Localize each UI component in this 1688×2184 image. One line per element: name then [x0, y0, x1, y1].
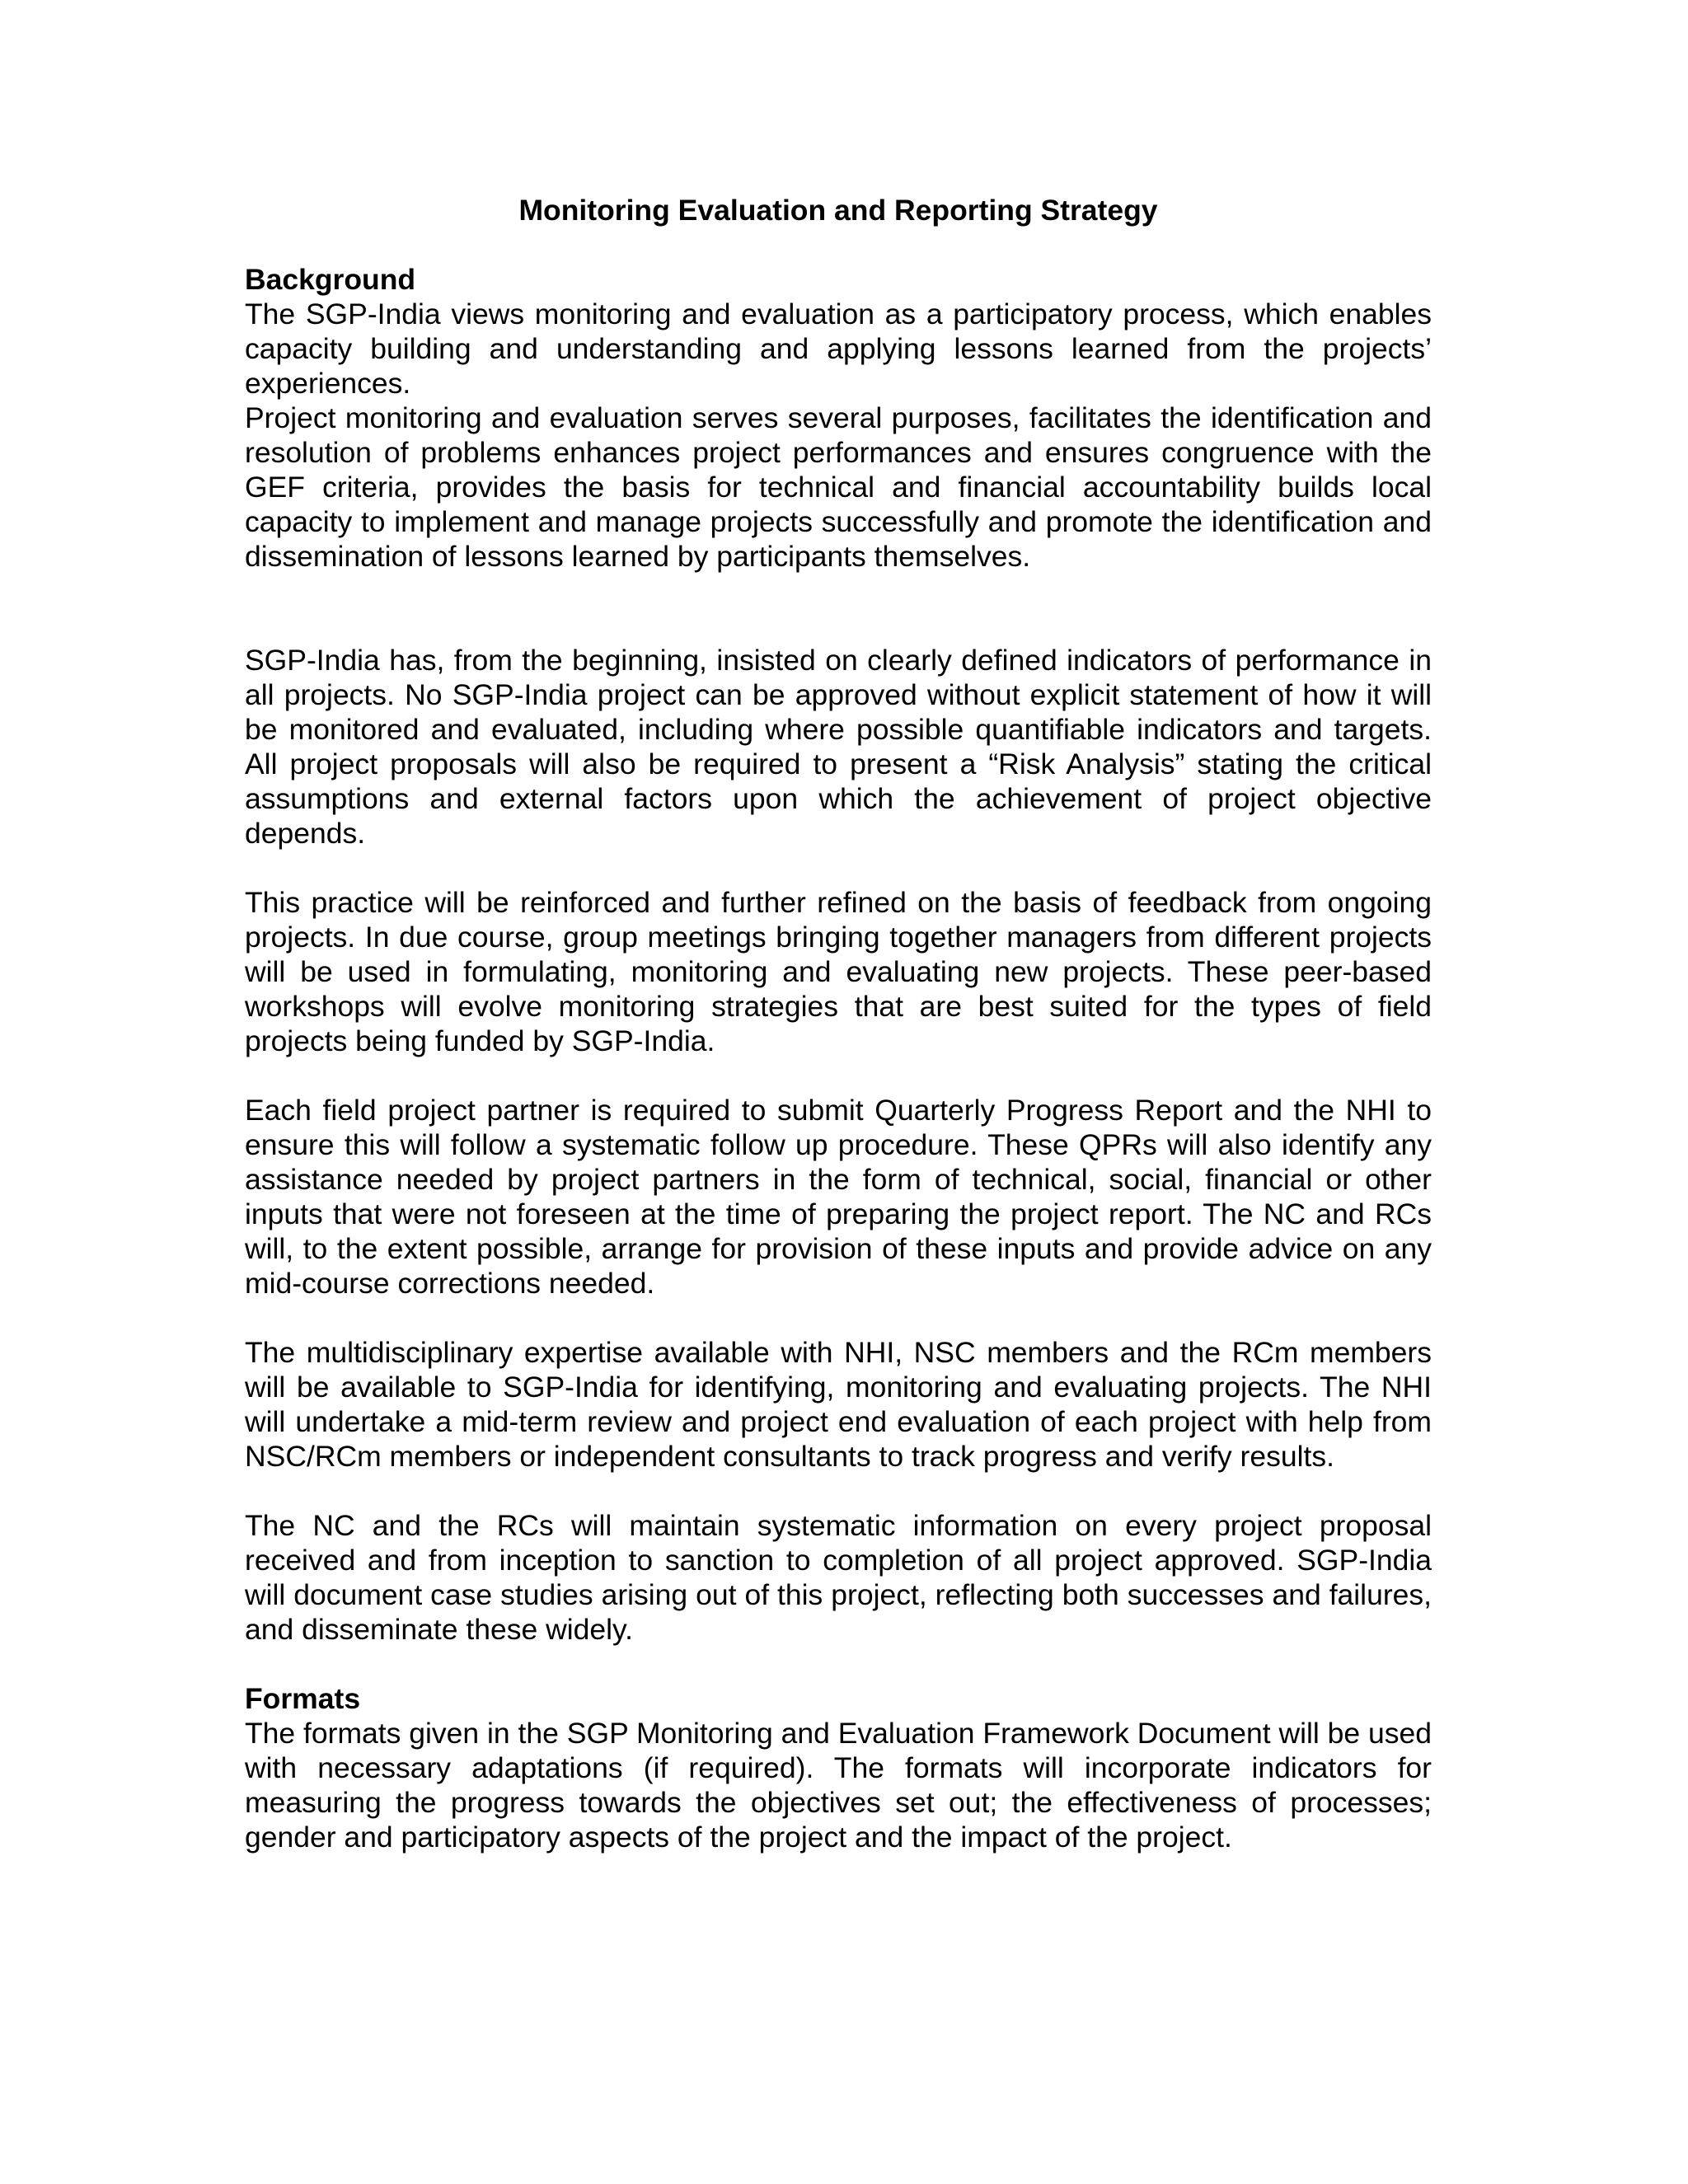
background-paragraph-5: Each field project partner is required to submit Quarterly Progress Report and the NHI to ensure this will follow a systematic follow up procedure. These QPRs will also identify any assistance needed by project partners in the form of technical, social, financial or other inputs that were not foreseen at the time of preparing the project report. The NC and RCs will, to the extent possible, arrange for provision of these inputs and provide advice on any mid-course corrections needed.	[245, 1094, 1432, 1300]
document-body	[245, 193, 1432, 1854]
background-heading: Background	[245, 263, 416, 296]
formats-paragraph-1: The formats given in the SGP Monitoring and Evaluation Framework Document will be used with necessary adaptations (if required). The formats will incorporate indicators for measuring the progress towards the objectives set out; the effectiveness of processes; gender and participatory aspects of the project and the impact of the project.	[245, 1717, 1432, 1854]
background-paragraph-2: Project monitoring and evaluation serves several purposes, facilitates the identification and resolution of problems enhances project performances and ensures congruence with the GEF criteria, provides the basis for technical and financial accountability builds local capacity to implement and manage projects successfully and promote the identification and dissemination of lessons learned by participants themselves.	[245, 401, 1432, 573]
background-paragraph-4: This practice will be reinforced and further refined on the basis of feedback from ongoing projects. In due course, group meetings bringing together managers from different projects will be used in formulating, monitoring and evaluating new projects. These peer-based workshops will evolve monitoring strategies that are best suited for the types of field projects being funded by SGP-India.	[245, 886, 1432, 1057]
background-paragraph-7: The NC and the RCs will maintain systematic information on every project proposal received and from inception to sanction to completion of all project approved. SGP-India will document case studies arising out of this project, reflecting both successes and failures, and disseminate these widely.	[245, 1509, 1432, 1646]
document-title: Monitoring Evaluation and Reporting Strategy	[518, 194, 1158, 227]
background-paragraph-3: SGP-India has, from the beginning, insisted on clearly defined indicators of performance in all projects. No SGP-India project can be approved without explicit statement of how it will be monitored and evaluated, including where possible quantifiable indicators and targets. All project proposals will also be required to present a “Risk Analysis” stating the critical assumptions and external factors upon which the achievement of project objective depends.	[245, 644, 1432, 850]
background-paragraph-6: The multidisciplinary expertise available with NHI, NSC members and the RCm members will be available to SGP-India for identifying, monitoring and evaluating projects. The NHI will undertake a mid-term review and project end evaluation of each project with help from NSC/RCm members or independent consultants to track progress and verify results.	[245, 1336, 1432, 1473]
formats-heading: Formats	[245, 1682, 361, 1715]
background-paragraph-1: The SGP-India views monitoring and evaluation as a participatory process, which enables capacity building and understanding and applying lessons learned from the projects’ experiences.	[245, 298, 1432, 400]
